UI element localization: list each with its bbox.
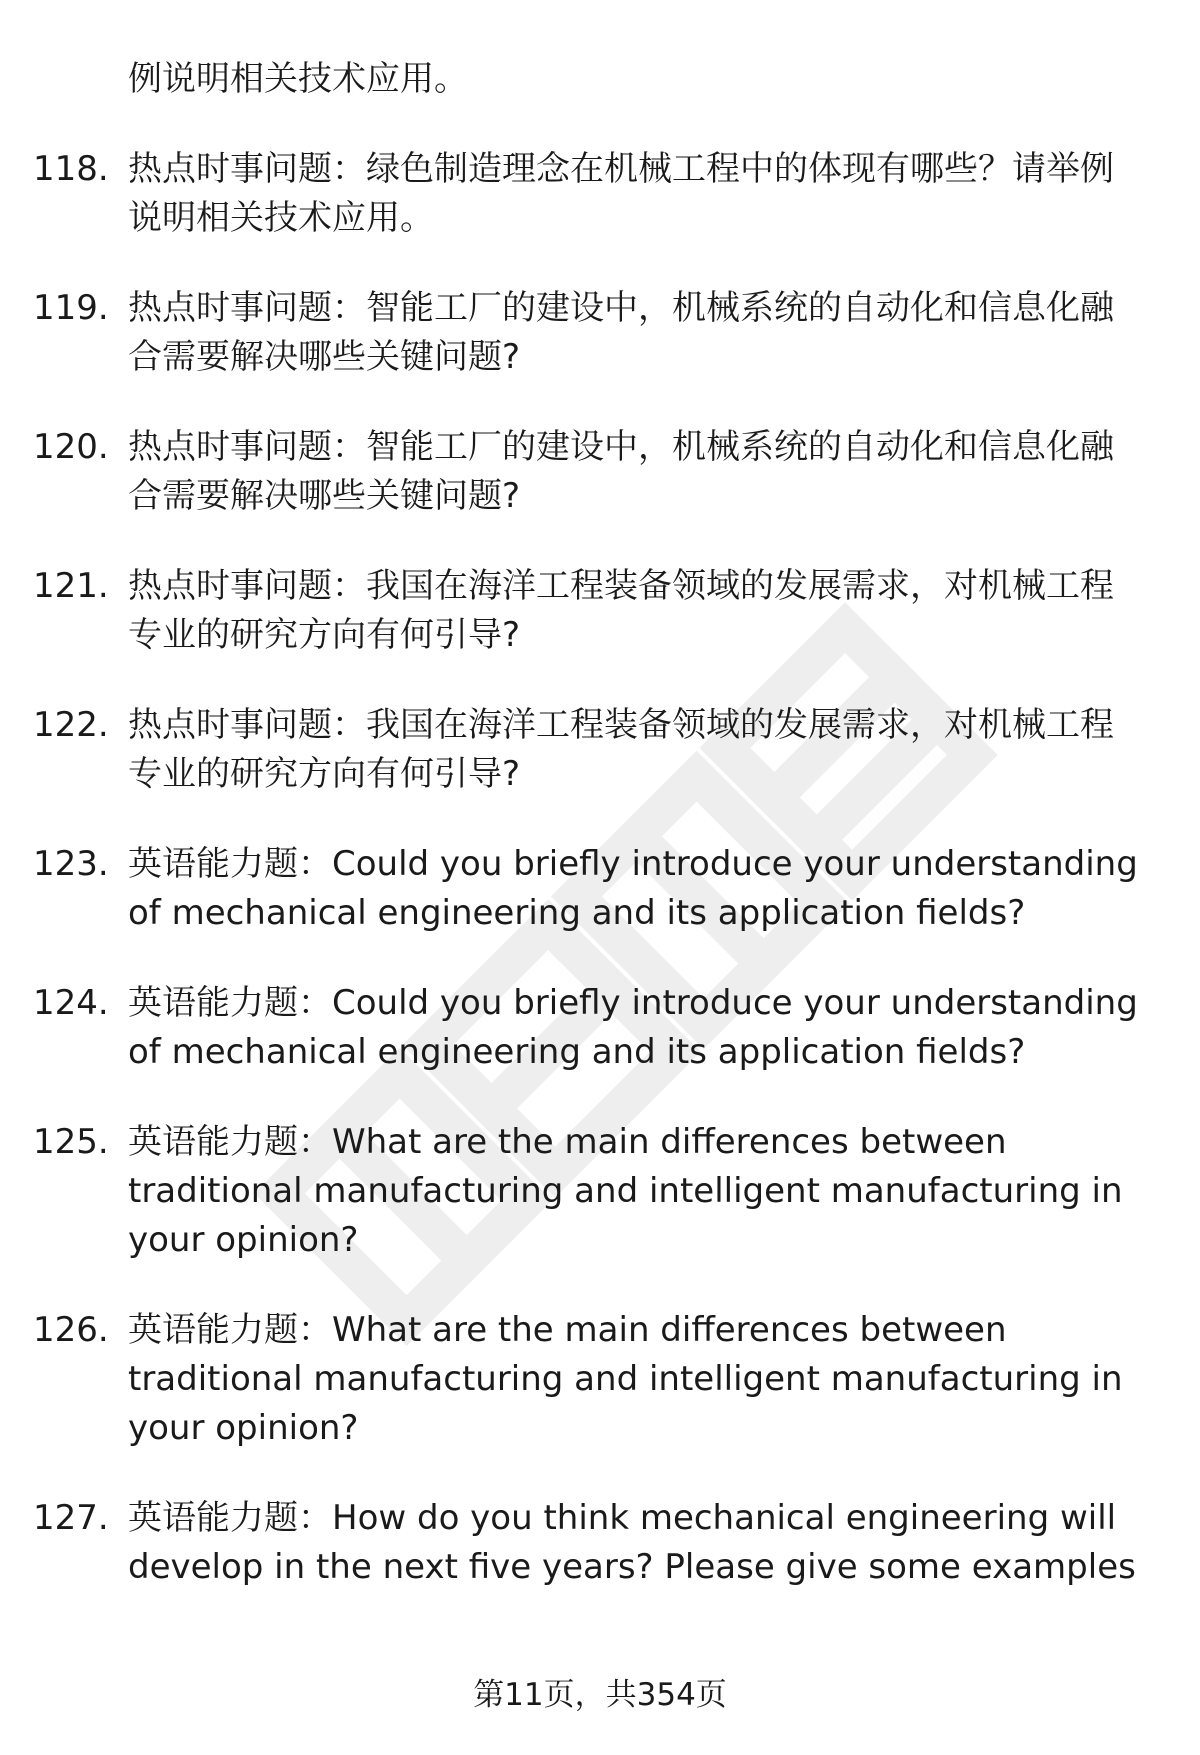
question-text: 热点时事问题：智能工厂的建设中，机械系统的自动化和信息化融合需要解决哪些关键问题? <box>128 427 1114 516</box>
question-text: 热点时事问题：我国在海洋工程装备领域的发展需求，对机械工程专业的研究方向有何引导? <box>128 705 1114 794</box>
question-number: 125. <box>33 1122 109 1162</box>
question-number: 124. <box>33 983 109 1023</box>
question-number: 127. <box>33 1498 109 1538</box>
question-item <box>0 840 1200 938</box>
question-text: 热点时事问题：绿色制造理念在机械工程中的体现有哪些？请举例说明相关技术应用。 <box>128 149 1114 238</box>
question-text: 热点时事问题：智能工厂的建设中，机械系统的自动化和信息化融合需要解决哪些关键问题? <box>128 288 1114 377</box>
question-item <box>0 979 1200 1077</box>
question-text: 英语能力题：What are the main differences between traditional manufacturing and intelligent manufacturing in your opinion? <box>128 1310 1123 1448</box>
question-item <box>0 562 1200 660</box>
question-item <box>0 1118 1200 1265</box>
question-text: 英语能力题：Could you briefly introduce your understanding of mechanical engineering and its application fields? <box>128 844 1138 933</box>
question-number: 119. <box>33 288 109 328</box>
question-text: 英语能力题：How do you think mechanical engineering will develop in the next five years? Please give some examples <box>128 1498 1136 1587</box>
question-item <box>0 423 1200 521</box>
question-number: 126. <box>33 1310 109 1350</box>
question-item <box>0 145 1200 243</box>
question-number: 118. <box>33 149 109 189</box>
question-item <box>0 1306 1200 1453</box>
question-number: 122. <box>33 705 109 745</box>
question-text: 英语能力题：What are the main differences between traditional manufacturing and intelligent manufacturing in your opinion? <box>128 1122 1123 1260</box>
question-number: 121. <box>33 566 109 606</box>
question-item <box>0 701 1200 799</box>
question-item <box>0 284 1200 382</box>
question-list <box>0 55 1200 1633</box>
question-text: 英语能力题：Could you briefly introduce your understanding of mechanical engineering and its application fields? <box>128 983 1138 1072</box>
question-number: 120. <box>33 427 109 467</box>
page-footer: 第11页，共354页 <box>473 1677 727 1713</box>
question-number: 123. <box>33 844 109 884</box>
question-text: 热点时事问题：我国在海洋工程装备领域的发展需求，对机械工程专业的研究方向有何引导? <box>128 566 1114 655</box>
question-item <box>0 1494 1200 1592</box>
continuation-text: 例说明相关技术应用。 <box>128 59 468 99</box>
